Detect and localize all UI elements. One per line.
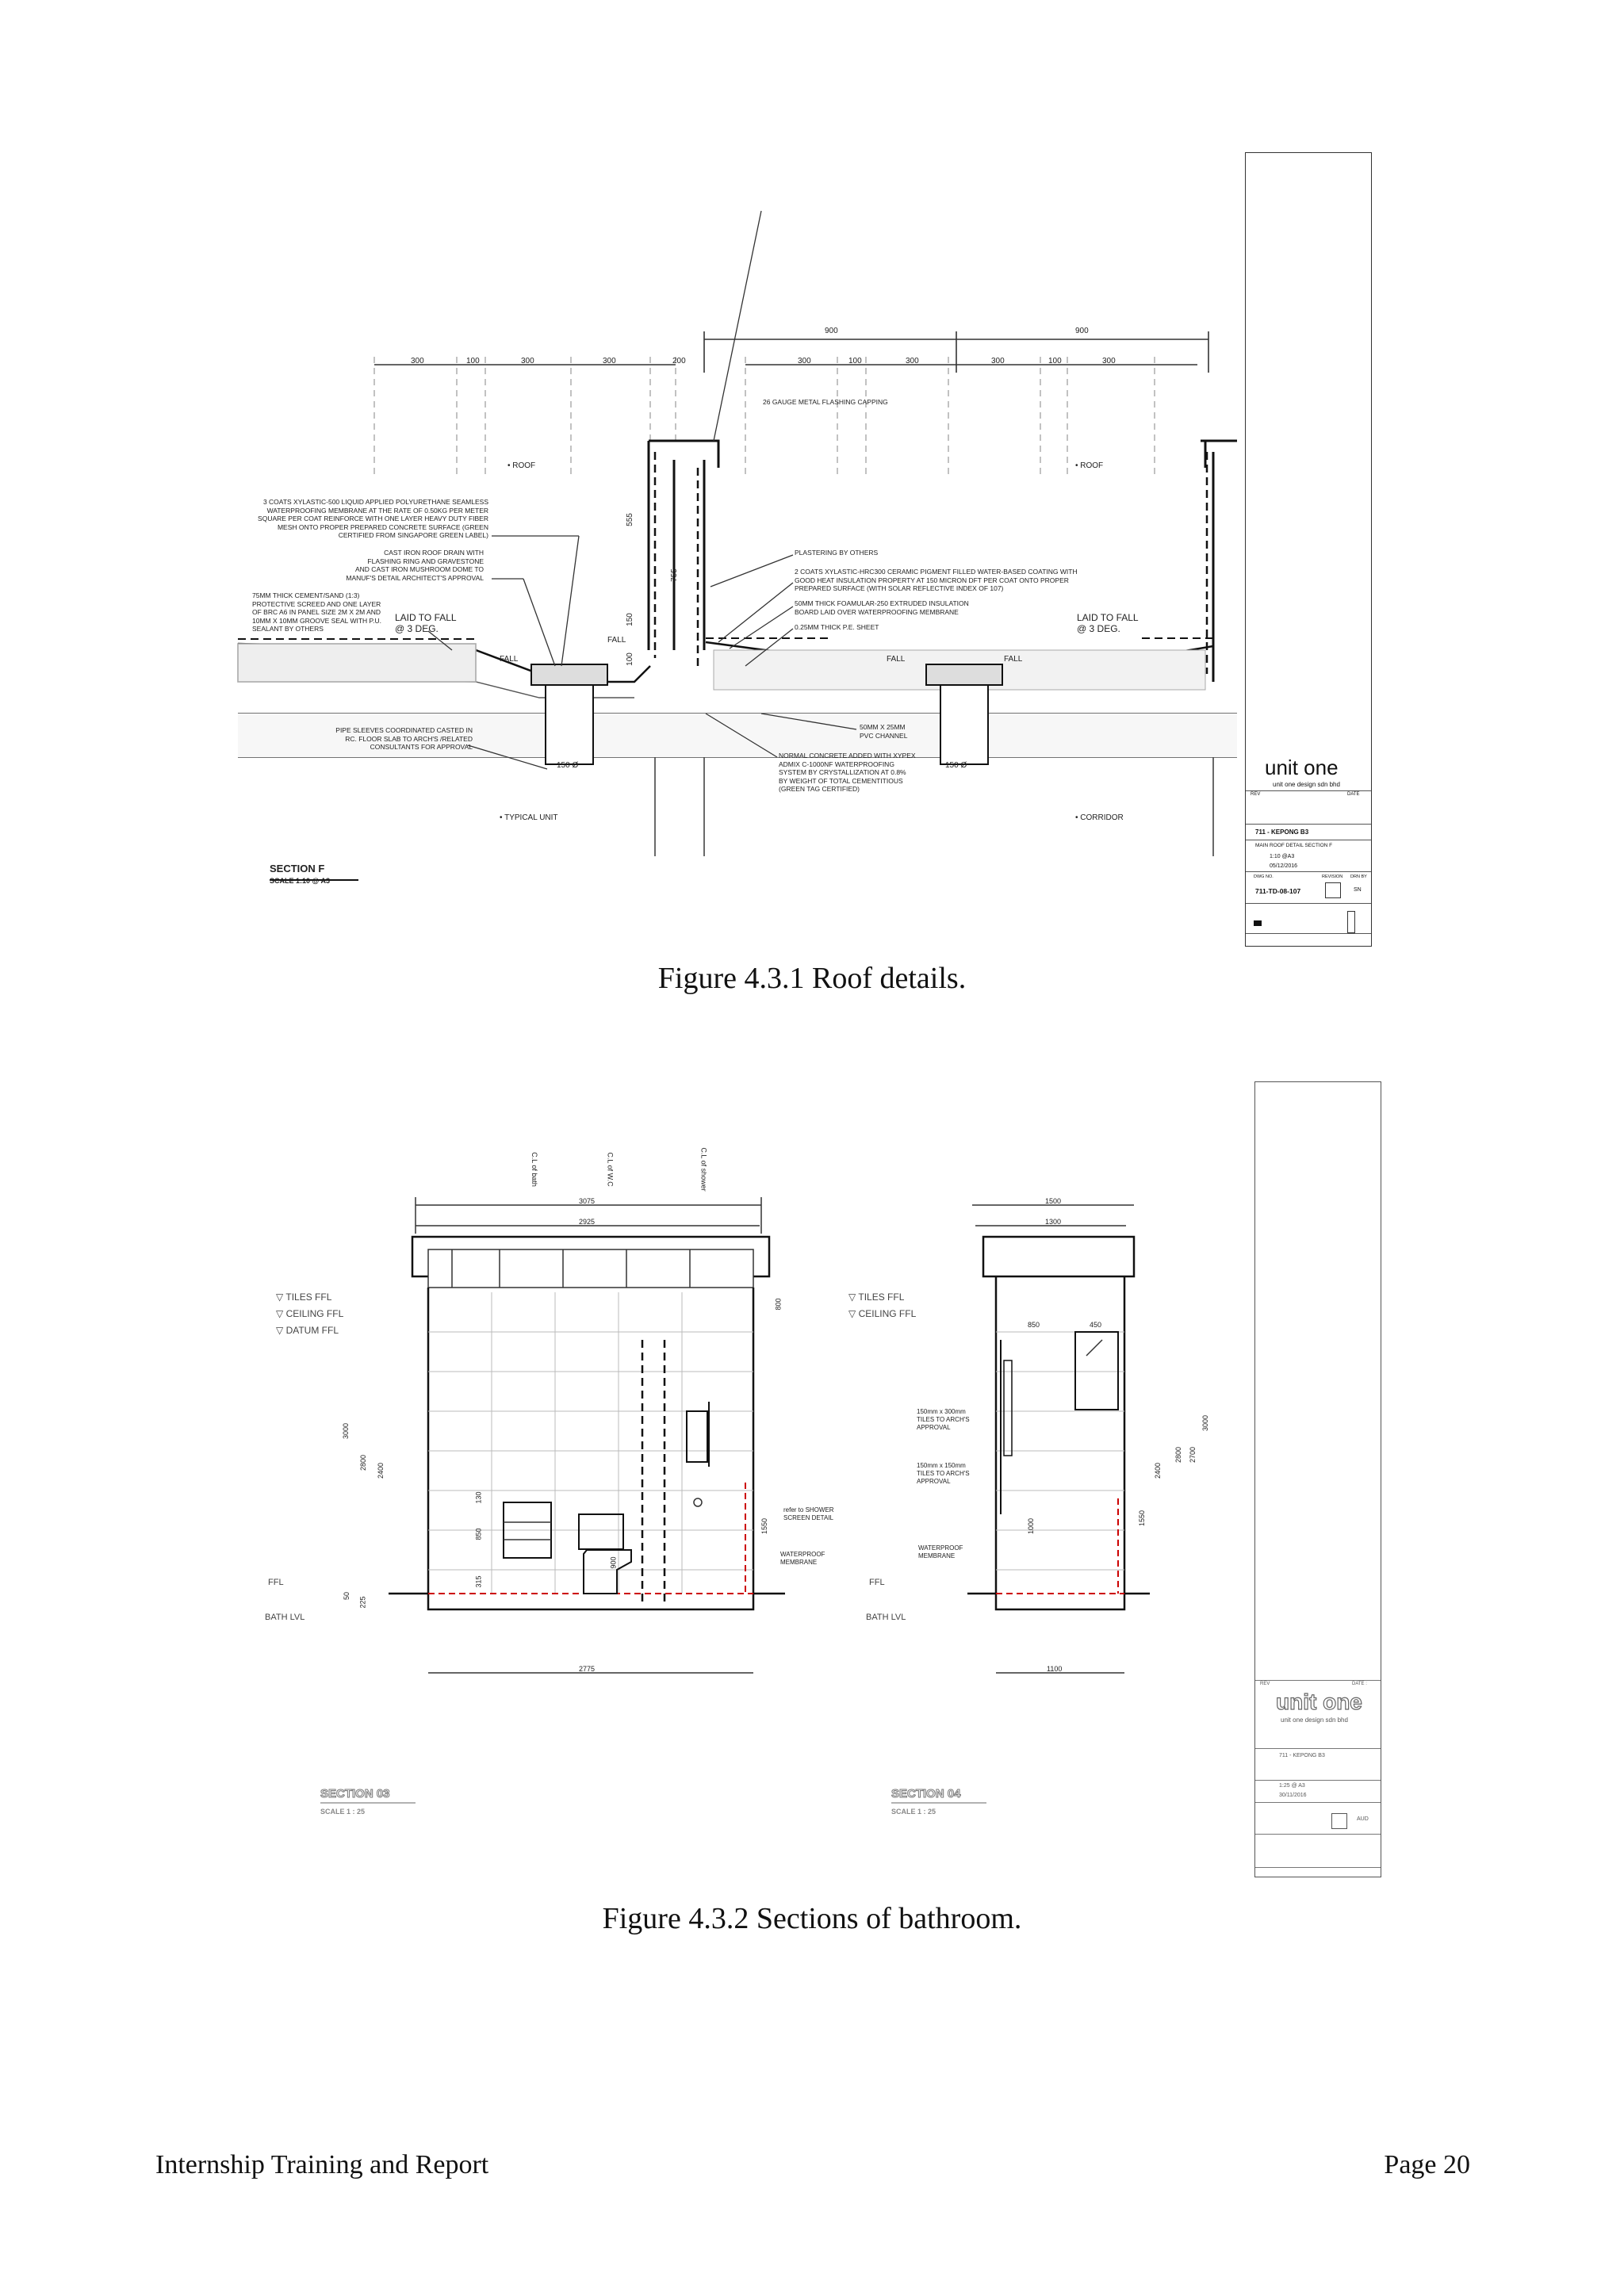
vert-dim: 1550 xyxy=(1138,1510,1147,1527)
title-block-bathroom xyxy=(1254,1081,1381,1877)
center-line-label: C.L of shower xyxy=(699,1147,708,1192)
vert-dim: 1550 xyxy=(760,1517,769,1535)
section-04-scale: SCALE 1 : 25 xyxy=(891,1808,936,1816)
laid-to-fall: @ 3 DEG. xyxy=(395,623,439,634)
vert-dim: 800 xyxy=(774,1298,783,1311)
dim-label: 1500 xyxy=(1045,1197,1062,1205)
section-03-title: SECTION 03 xyxy=(320,1787,390,1800)
corridor-label: CORRIDOR xyxy=(1080,813,1124,822)
vert-dim: 1000 xyxy=(1027,1517,1036,1535)
tb-rev-label: REVISION xyxy=(1322,874,1343,879)
laid-to-fall: LAID TO FALL xyxy=(1077,612,1139,623)
page-number: Page 20 xyxy=(1384,2150,1470,2179)
pipe-dia: 150 Ø xyxy=(557,761,579,770)
dim-label: 300 xyxy=(991,357,1005,365)
tb-rev: REV xyxy=(1251,792,1261,797)
dim-label-overall: 900 xyxy=(825,327,838,335)
vert-dim: 225 xyxy=(358,1596,367,1609)
fall-label: FALL xyxy=(887,655,906,664)
vert-dim: 2400 xyxy=(1154,1462,1162,1479)
vert-dim: 3000 xyxy=(1201,1414,1210,1432)
dim-label: 1100 xyxy=(1047,1665,1063,1673)
note-pvc: 50MM X 25MM PVC CHANNEL xyxy=(860,723,908,740)
notes-left-waterproofing: 3 COATS XYLASTIC-500 LIQUID APPLIED POLYURETHANE SEAMLESS WATERPROOFING MEMBRANE AT THE RATE OF 0.50KG PER METER SQUARE PER COAT REINFORCE WITH ONE LAYER HEAVY DUTY FIBER MESH ONTO PROPER PREPARED CONCRETE SURFACE (GREEN CERTIFIED FROM SINGAPORE GREEN LABEL) xyxy=(258,498,488,539)
level-ffl: FFL xyxy=(869,1578,885,1587)
fall-label: FALL xyxy=(500,655,519,664)
dim-label: 100 xyxy=(1048,357,1062,365)
dim-label: 100 xyxy=(466,357,480,365)
tb-scale: 1:10 @A3 xyxy=(1270,854,1295,859)
tb-dwg-label: DWG NO. xyxy=(1254,874,1274,879)
note-waterproof: WATERPROOF MEMBRANE xyxy=(918,1544,963,1559)
note-waterproof: WATERPROOF MEMBRANE xyxy=(780,1551,825,1566)
vert-dim: 2400 xyxy=(377,1462,385,1479)
level-markers-04: ▽ TILES FFL ▽ CEILING FFL xyxy=(848,1292,917,1319)
dim-label: 100 xyxy=(848,357,862,365)
vert-dim: 130 xyxy=(474,1491,483,1504)
figure-caption-roof: Figure 4.3.1 Roof details. xyxy=(657,962,967,995)
tb-company: unit one design sdn bhd xyxy=(1273,781,1340,788)
fall-label: FALL xyxy=(607,636,626,645)
tb-date: DATE xyxy=(1347,792,1360,797)
typical-unit-label: TYPICAL UNIT xyxy=(504,813,558,822)
dim-label: 850 xyxy=(1028,1321,1040,1329)
level-ffl: FFL xyxy=(268,1578,284,1587)
section-04-title: SECTION 04 xyxy=(891,1787,961,1800)
tb-date-value: 05/12/2016 xyxy=(1270,863,1298,869)
level-bath: BATH LVL xyxy=(265,1613,305,1622)
note-concrete: NORMAL CONCRETE ADDED WITH XYPEX ADMIX C-1000NF WATERPROOFING SYSTEM BY CRYSTALLIZATION AT 0.8% BY WEIGHT OF TOTAL CEMENTITIOUS (GREEN TAG CERTIFIED) xyxy=(779,752,916,793)
title-block-roof xyxy=(1245,152,1372,947)
vert-dim: 3000 xyxy=(342,1422,350,1440)
dim-label: 300 xyxy=(603,357,616,365)
tb-brand: unit one xyxy=(1265,756,1339,779)
tb-drawn-label: DRN BY xyxy=(1350,874,1367,879)
tb-drawn-by: AUD xyxy=(1357,1816,1369,1822)
dim-label: 200 xyxy=(672,357,686,365)
note-coating: 2 COATS XYLASTIC-HRC300 CERAMIC PIGMENT FILLED WATER-BASED COATING WITH GOOD HEAT INSULATION PROPERTY AT 150 MICRON DFT PER COAT ONTO PROPER PREPARED SURFACE (WITH SOLAR REFLECTIVE INDEX OF 107) xyxy=(795,568,1078,592)
center-line-label: C.L of W.C xyxy=(606,1152,615,1187)
vert-dim: 50 xyxy=(343,1591,351,1601)
vert-dim-label: 150 xyxy=(625,613,634,626)
note-tiles-300: 150mm x 300mm TILES TO ARCH'S APPROVAL xyxy=(917,1408,970,1431)
vert-dim-label: 100 xyxy=(625,652,634,666)
vert-dim: 2800 xyxy=(1174,1446,1183,1464)
tb-date-value: 30/11/2016 xyxy=(1279,1793,1307,1798)
footer-left: Internship Training and Report xyxy=(155,2150,489,2179)
figure-caption-bathroom: Figure 4.3.2 Sections of bathroom. xyxy=(602,1902,1022,1935)
note-capping: 26 GAUGE METAL FLASHING CAPPING xyxy=(763,398,888,406)
tb-date: DATE : xyxy=(1352,1682,1367,1686)
vert-dim: 850 xyxy=(474,1528,483,1540)
dim-label: 300 xyxy=(411,357,424,365)
vert-dim: 900 xyxy=(609,1556,618,1569)
note-pe-sheet: 0.25MM THICK P.E. SHEET xyxy=(795,623,879,631)
tb-brand: unit one xyxy=(1276,1689,1362,1714)
section-title: SECTION F xyxy=(270,863,325,874)
vert-dim: 315 xyxy=(474,1575,483,1588)
note-shower-screen: refer to SHOWER SCREEN DETAIL xyxy=(783,1506,834,1521)
note-insulation: 50MM THICK FOAMULAR-250 EXTRUDED INSULATION BOARD LAID OVER WATERPROOFING MEMBRANE xyxy=(795,599,969,616)
dim-label: 3075 xyxy=(579,1197,596,1205)
dim-label: 450 xyxy=(1090,1321,1102,1329)
roof-label: ROOF xyxy=(512,461,536,470)
vert-dim-label: 755 xyxy=(669,568,679,582)
level-bath: BATH LVL xyxy=(866,1613,906,1622)
dim-label-overall: 900 xyxy=(1075,327,1089,335)
tb-drawing-title: MAIN ROOF DETAIL SECTION F xyxy=(1255,843,1333,848)
tb-rev: REV xyxy=(1260,1682,1270,1686)
roof-dimension-labels: 300 100 300 300 200 300 100 300 300 100 300 900 900 555 755 150 100 • ROOF • ROOF • TYPICAL UNIT • CORRIDOR FALL FALL FALL FALL LAID TO FALL @ 3 DEG. LAID TO FALL @ 3 DEG. 150 Ø 150 Ø 3 COATS XYLASTIC-500 LIQUID APPLIED POLYURETHANE SEAMLESS WATERPROOFING MEMBRANE AT THE RATE OF 0.50KG PER METER SQUARE PER COAT REINFORCE WITH ONE LAYER HEAVY DUTY FIBER MESH ONTO PROPER PREPARED CONCRETE SURFACE (GREEN CERTIFIED FROM SINGAPORE GREEN LABEL) CAST IRON ROOF DRAIN WITH FLASHING RING AND GRAVESTONE AND CAST IRON MUSHROOM DOME TO MANUF'S DETAIL ARCHITECT'S APPROVAL 75MM THICK CEMENT/SAND (1:3) PROTECTIVE SCREED AND ONE LAYER OF BRC A6 IN PANEL SIZE 2M X 2M AND 10MM X 10MM GROOVE SEAL WITH P.U. SEALANT BY OTHERS PIPE SLEEVES COORDINATED CASTED IN RC. FLOOR SLAB TO ARCH'S /RELATED CONSULTANTS FOR APPROVAL 26 GAUGE METAL FLASHING CAPPING PLASTERING BY OTHERS 2 COATS XYLASTIC-HRC300 CERAMIC PIGMENT FILLED WATER-BASED COATING WITH GOOD HEAT INSULATION PROPERTY AT 150 MICRON DFT PER COAT ONTO PROPER PREPARED SURFACE (WITH SOLAR REFLECTIVE INDEX OF 107) 50MM THICK FOAMULAR-250 EXTRUDED INSULATION BOARD LAID OVER WATERPROOFING MEMBRANE 0.25MM THICK P.E. SHEET 50MM X 25MM PVC CHANNEL NORMAL CONCRETE ADDED WITH XYPEX ADMIX C-1000NF WATERPROOFING SYSTEM BY CRYSTALLIZATION AT 0.8% BY WEIGHT OF TOTAL CEMENTITIOUS (GREEN TAG CERTIFIED) SECTION F SCALE 1:10 @ A3 xyxy=(0,0,1624,967)
vert-dim-label: 555 xyxy=(625,513,634,526)
tb-scale: 1:25 @ A3 xyxy=(1279,1783,1305,1789)
dim-label: 1300 xyxy=(1045,1218,1062,1226)
laid-to-fall: @ 3 DEG. xyxy=(1077,623,1120,634)
dim-label: 300 xyxy=(798,357,811,365)
section-03-scale: SCALE 1 : 25 xyxy=(320,1808,366,1816)
tb-drawing-no: 711-TD-08-107 xyxy=(1255,887,1301,895)
note-tiles-150: 150mm x 150mm TILES TO ARCH'S APPROVAL xyxy=(917,1462,970,1485)
center-line-label: C.L of bath xyxy=(530,1152,538,1187)
tb-project: 711 - KEPONG B3 xyxy=(1279,1753,1325,1758)
laid-to-fall: LAID TO FALL xyxy=(395,612,457,623)
dim-label: 2775 xyxy=(579,1665,596,1673)
fall-label: FALL xyxy=(1004,655,1023,664)
tb-drawn-by: SN xyxy=(1354,887,1362,893)
pipe-dia: 150 Ø xyxy=(945,761,967,770)
vert-dim: 2700 xyxy=(1189,1446,1197,1464)
tb-project: 711 - KEPONG B3 xyxy=(1255,828,1309,836)
level-markers-03: ▽ TILES FFL ▽ CEILING FFL ▽ DATUM FFL xyxy=(276,1292,344,1336)
notes-left-drain: CAST IRON ROOF DRAIN WITH FLASHING RING AND GRAVESTONE AND CAST IRON MUSHROOM DOME TO MANUF'S DETAIL ARCHITECT'S APPROVAL xyxy=(346,549,484,582)
vert-dim: 2800 xyxy=(359,1454,368,1471)
dim-label: 300 xyxy=(1102,357,1116,365)
notes-left-sleeves: PIPE SLEEVES COORDINATED CASTED IN RC. FLOOR SLAB TO ARCH'S /RELATED CONSULTANTS FOR APPROVAL xyxy=(335,726,473,751)
dim-label: 300 xyxy=(521,357,534,365)
dim-label: 2925 xyxy=(579,1218,596,1226)
note-plaster: PLASTERING BY OTHERS xyxy=(795,549,879,557)
roof-label: ROOF xyxy=(1080,461,1104,470)
notes-left-screed: 75MM THICK CEMENT/SAND (1:3) PROTECTIVE SCREED AND ONE LAYER OF BRC A6 IN PANEL SIZE 2M X 2M AND 10MM X 10MM GROOVE SEAL WITH P.U. SEALANT BY OTHERS xyxy=(252,591,381,633)
section-scale: SCALE 1:10 @ A3 xyxy=(270,877,330,885)
tb-company: unit one design sdn bhd xyxy=(1281,1716,1348,1724)
dim-label: 300 xyxy=(906,357,919,365)
